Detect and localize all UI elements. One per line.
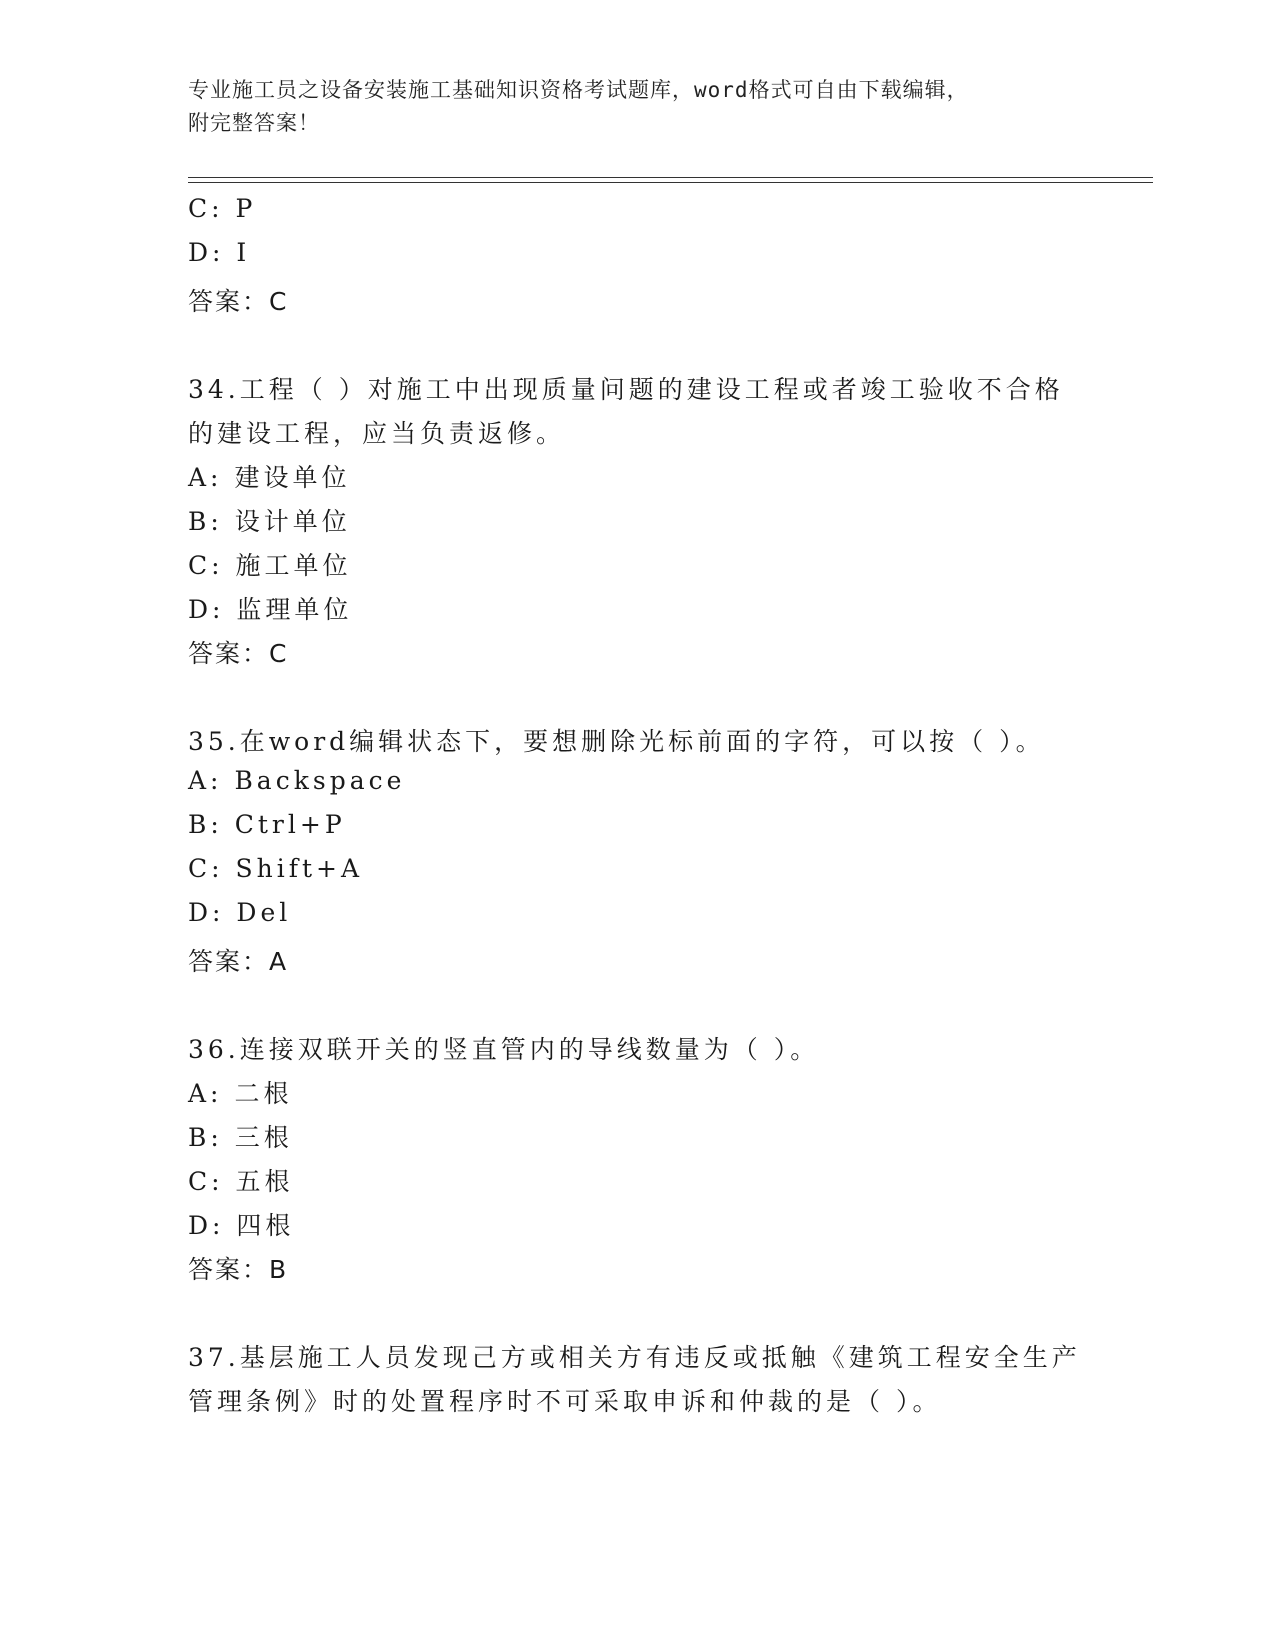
option-row bbox=[188, 458, 350, 494]
option-row bbox=[188, 898, 291, 927]
answer-line: 答案：A bbox=[188, 947, 289, 976]
header-line-1: 专业施工员之设备安装施工基础知识资格考试题库，word格式可自由下载编辑， bbox=[188, 78, 969, 102]
answer-line: 答案：C bbox=[188, 287, 289, 316]
option-letter: B: bbox=[188, 507, 223, 536]
header-divider-bottom bbox=[188, 182, 1153, 183]
option-text: I bbox=[236, 238, 251, 267]
answer-line: 答案：C bbox=[188, 639, 289, 668]
option-row bbox=[188, 546, 352, 582]
document-header bbox=[188, 74, 1088, 140]
option-row bbox=[188, 1206, 294, 1242]
option-letter: D: bbox=[188, 1211, 225, 1240]
option-text: 五根 bbox=[235, 1167, 294, 1196]
answer-line: 答案：B bbox=[188, 1255, 289, 1284]
option-row bbox=[188, 1074, 292, 1110]
header-divider-top bbox=[188, 177, 1153, 178]
option-text: 监理单位 bbox=[236, 595, 353, 624]
option-row bbox=[188, 194, 256, 223]
option-row bbox=[188, 1162, 294, 1198]
question-stem-continued: 管理条例》时的处置程序时不可采取申诉和仲裁的是（ ）。 bbox=[188, 1387, 942, 1416]
question-stem: 37.基层施工人员发现己方或相关方有违反或抵触《建筑工程安全生产 bbox=[188, 1343, 1081, 1372]
option-text: Ctrl+P bbox=[234, 810, 346, 839]
question-stem-continued: 的建设工程，应当负责返修。 bbox=[188, 419, 566, 448]
option-letter: B: bbox=[188, 1123, 223, 1152]
option-letter: C: bbox=[188, 854, 224, 883]
option-row bbox=[188, 238, 250, 267]
option-text: 建设单位 bbox=[234, 463, 351, 492]
option-letter: C: bbox=[188, 1167, 224, 1196]
option-text: Backspace bbox=[234, 766, 406, 795]
question-stem: 36.连接双联开关的竖直管内的导线数量为（ ）。 bbox=[188, 1035, 820, 1064]
option-row bbox=[188, 502, 351, 538]
question-stem: 34.工程（ ）对施工中出现质量问题的建设工程或者竣工验收不合格 bbox=[188, 375, 1064, 404]
option-text: 三根 bbox=[234, 1123, 293, 1152]
option-letter: D: bbox=[188, 595, 225, 624]
option-text: 设计单位 bbox=[234, 507, 351, 536]
option-text: Shift+A bbox=[235, 854, 364, 883]
option-letter: D: bbox=[188, 238, 225, 267]
option-row bbox=[188, 1118, 293, 1154]
option-row bbox=[188, 854, 363, 883]
option-letter: C: bbox=[188, 194, 224, 223]
option-letter: A: bbox=[188, 463, 223, 492]
option-letter: A: bbox=[188, 1079, 223, 1108]
header-line-2: 附完整答案！ bbox=[188, 111, 320, 135]
option-row bbox=[188, 766, 405, 795]
option-row bbox=[188, 590, 352, 626]
option-letter: D: bbox=[188, 898, 225, 927]
option-text: P bbox=[235, 194, 257, 223]
option-text: 二根 bbox=[234, 1079, 293, 1108]
option-text: 四根 bbox=[236, 1211, 295, 1240]
option-letter: B: bbox=[188, 810, 223, 839]
option-letter: A: bbox=[188, 766, 223, 795]
option-text: 施工单位 bbox=[235, 551, 352, 580]
option-letter: C: bbox=[188, 551, 224, 580]
option-text: Del bbox=[236, 898, 292, 927]
option-row bbox=[188, 810, 346, 839]
question-stem: 35.在word编辑状态下，要想删除光标前面的字符，可以按（ ）。 bbox=[188, 727, 1045, 756]
